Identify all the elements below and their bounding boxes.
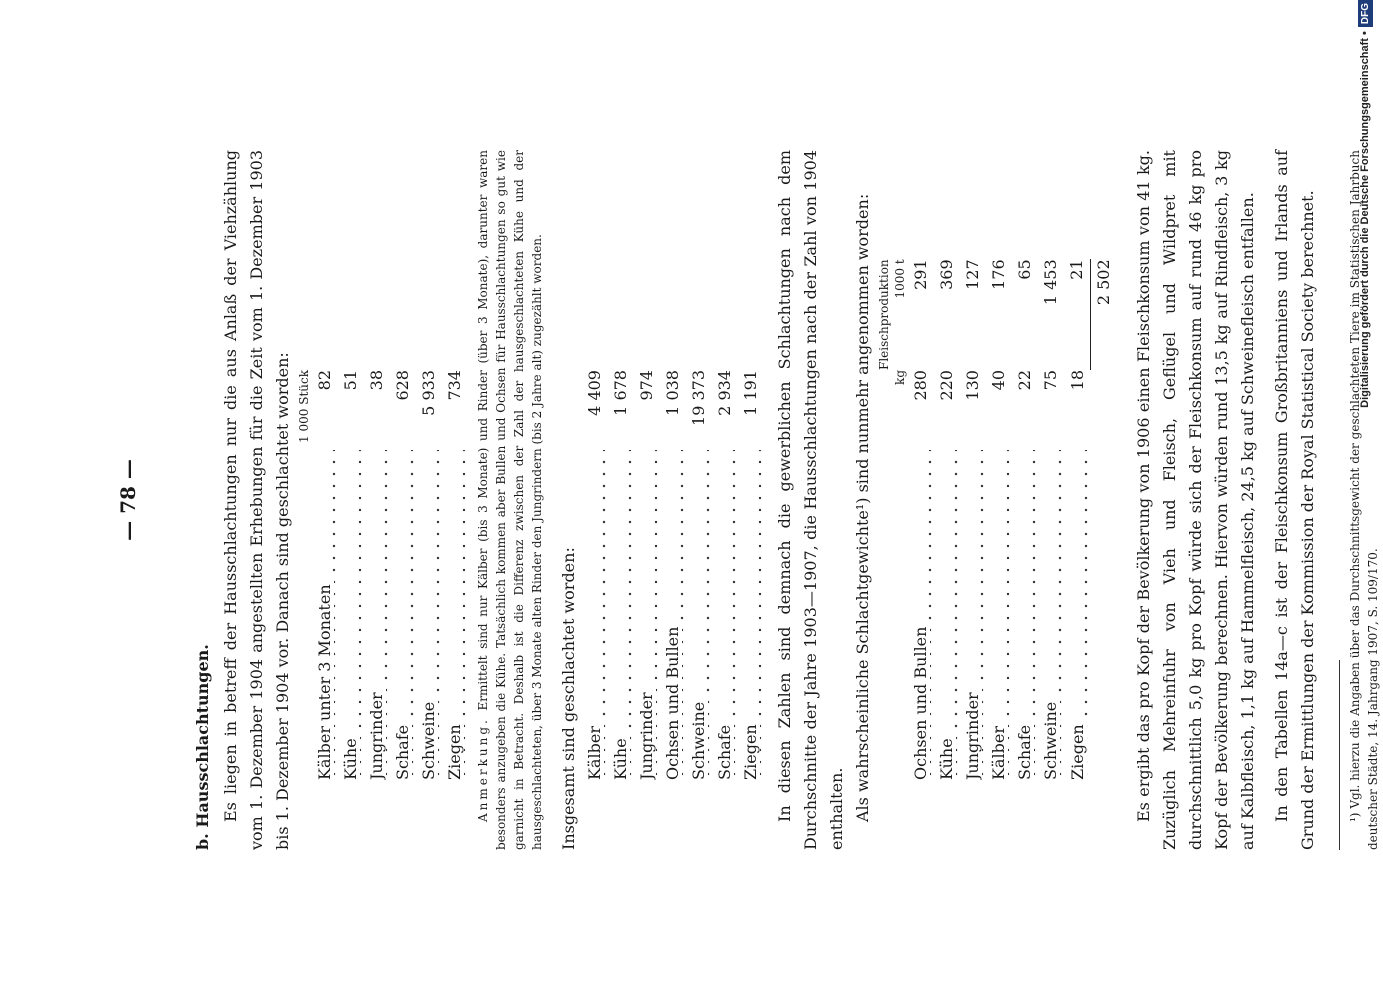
row-label: Jungrinder (963, 688, 982, 780)
intro-paragraph: Es liegen in betreff der Hausschlachtungen nur die aus Anlaß der Viehzählung vom 1. Dezember 1904 angestellten Erhebungen für die Zeit vom 1. Dezember 1903 bis 1. Dezember 1904 vor. Danach sind geschlachtet worden: (221, 150, 292, 850)
row-value: 4 409 (585, 370, 604, 416)
row-value: 82 (315, 370, 334, 391)
row-label: Schweine (419, 698, 438, 780)
row-value: 628 (393, 370, 412, 401)
row-label: Kühe (611, 734, 630, 780)
row-label: Schafe (393, 721, 412, 780)
table-row (1012, 259, 1038, 780)
row-kg: 280 (911, 370, 930, 401)
footnote: ¹) Vgl. hierzu die Angaben über das Durchschnittsgewicht der geschlachteten Tiere im Statistischen Jahrbuch deutscher Städte, 14. Jahrgang 1907, S. 109/170. (1348, 150, 1380, 850)
digitization-credit (1350, 0, 1380, 990)
row-production: 1 453 (1041, 259, 1060, 306)
row-value: 5 933 (419, 370, 438, 416)
table-row (686, 370, 712, 780)
table-row (442, 370, 468, 780)
row-label: Schweine (689, 698, 708, 780)
table-row (634, 370, 660, 780)
row-label: Ziegen (741, 720, 760, 780)
row-value: 51 (341, 370, 360, 391)
row-value: 734 (445, 370, 464, 401)
note-text: Ermittelt sind nur Kälber (bis 3 Monate) und Rinder (über 3 Monate), darunter waren besonders anzugeben die Kühe. Tatsächlich kommen aber Bullen und Ochsen für Hausschlachtungen so gut wie garnicht in Betracht. Deshalb ist die Differenz zwischen der Zahl der hausgeschlachteten Kühe und der hausgeschlachteten, über 3 Monate alten Rinder den Jungrindern (bis 2 Jahre alt) zugezählt worden. (476, 150, 544, 850)
row-kg: 220 (937, 370, 956, 401)
row-value: 19 373 (689, 370, 708, 426)
table-row (738, 370, 764, 780)
paragraph-averages: In diesen Zahlen sind demnach die gewerblichen Schlachtungen nach dem Durchschnitte der Jahre 1903—1907, die Hausschlachtungen nach der Zahl von 1904 enthalten. (775, 150, 846, 850)
table-row (416, 370, 442, 780)
section-title: b. Hausschlachtungen. (193, 644, 212, 850)
table-row (1038, 259, 1064, 780)
dfg-logo: DFG (1358, 0, 1373, 27)
row-label: Ochsen und Bullen (663, 623, 682, 780)
row-label: Kühe (341, 734, 360, 780)
table-row (582, 370, 608, 780)
table-total-row (1091, 259, 1118, 780)
row-label: Kühe (937, 734, 956, 780)
paragraph-consumption: Es ergibt das pro Kopf der Bevölkerung von 1906 einen Fleischkonsum von 41 kg. Zuzüglich Mehreinfuhr von Vieh und Fleisch, Geflügel und Wildpret mit durchschnittlich 5,0 kg pro Kopf würde sich der Fleischkonsum auf rund 46 kg pro Kopf der Bevölkerung berechnen. Hiervon würden rund 13,5 kg auf Rindfleisch, 3 kg auf Kalbfleisch, 1,1 kg auf Hammelfleisch, 24,5 kg auf Schweinefleisch entfallen. (1134, 150, 1257, 850)
table-row (986, 259, 1012, 780)
table-row (390, 370, 416, 780)
table3-unit-kg: kg (893, 370, 907, 385)
row-label: Ziegen (445, 720, 464, 780)
page-number: — 78 — (116, 459, 140, 541)
table-slaughter-weights (876, 259, 1117, 780)
table-row (934, 259, 960, 780)
table1-unit: 1 000 Stück (297, 370, 311, 443)
table-row (960, 259, 986, 780)
row-label: Kälber (585, 722, 604, 780)
row-label: Kälber (989, 722, 1008, 780)
row-production: 127 (963, 259, 982, 290)
table-row (364, 370, 390, 780)
row-label: Schafe (715, 721, 734, 780)
table3-header-production: Fleischproduktion (877, 259, 891, 370)
row-value: 38 (367, 370, 386, 391)
table-slaughter-1904 (296, 370, 468, 780)
table-row (1064, 259, 1091, 780)
table-total-slaughter (582, 370, 764, 780)
production-total: 2 502 (1091, 259, 1118, 370)
row-value: 974 (637, 370, 656, 401)
row-label: Ochsen und Bullen (911, 623, 930, 780)
credit-text: Digitalisierung gefördert durch die Deutsche Forschungsgemeinschaft • (1359, 31, 1371, 408)
row-value: 2 934 (715, 370, 734, 416)
row-kg: 75 (1041, 370, 1060, 391)
footnote-divider (1339, 660, 1340, 850)
table-row (660, 370, 686, 780)
table-row (712, 370, 738, 780)
row-kg: 40 (989, 370, 1008, 391)
row-production: 65 (1015, 259, 1034, 280)
row-label: Kälber unter 3 Monaten (315, 580, 334, 780)
row-kg: 130 (963, 370, 982, 401)
paragraph-tables-reference: In den Tabellen 14a—c ist der Fleischkonsum Großbritanniens und Irlands auf Grund der Ermittlungen der Kommission der Royal Statistical Society berechnet. (1272, 150, 1317, 850)
row-value: 1 678 (611, 370, 630, 416)
row-label: Schafe (1015, 721, 1034, 780)
row-label: Jungrinder (637, 688, 656, 780)
row-value: 1 191 (741, 370, 760, 416)
table2-intro: Insgesamt sind geschlachtet worden: (559, 547, 578, 850)
row-production: 369 (937, 259, 956, 290)
row-production: 176 (989, 259, 1008, 290)
table-row (338, 370, 364, 780)
row-production: 291 (911, 259, 930, 290)
table-row (608, 370, 634, 780)
row-label: Ziegen (1068, 720, 1087, 780)
row-value: 1 038 (663, 370, 682, 416)
row-production: 21 (1067, 259, 1086, 280)
table3-unit-t: 1000 t (893, 259, 907, 299)
row-label: Jungrinder (367, 688, 386, 780)
row-label: Schweine (1041, 698, 1060, 780)
row-kg: 22 (1015, 370, 1034, 391)
note-label: Anmerkung. (476, 717, 490, 822)
annotation-note (474, 150, 546, 850)
row-kg: 18 (1067, 370, 1087, 391)
table-row (908, 259, 934, 780)
table-row (312, 370, 338, 780)
paragraph-weights-intro: Als wahrscheinliche Schlachtgewichte¹) sind nunmehr angenommen worden: (853, 193, 872, 822)
